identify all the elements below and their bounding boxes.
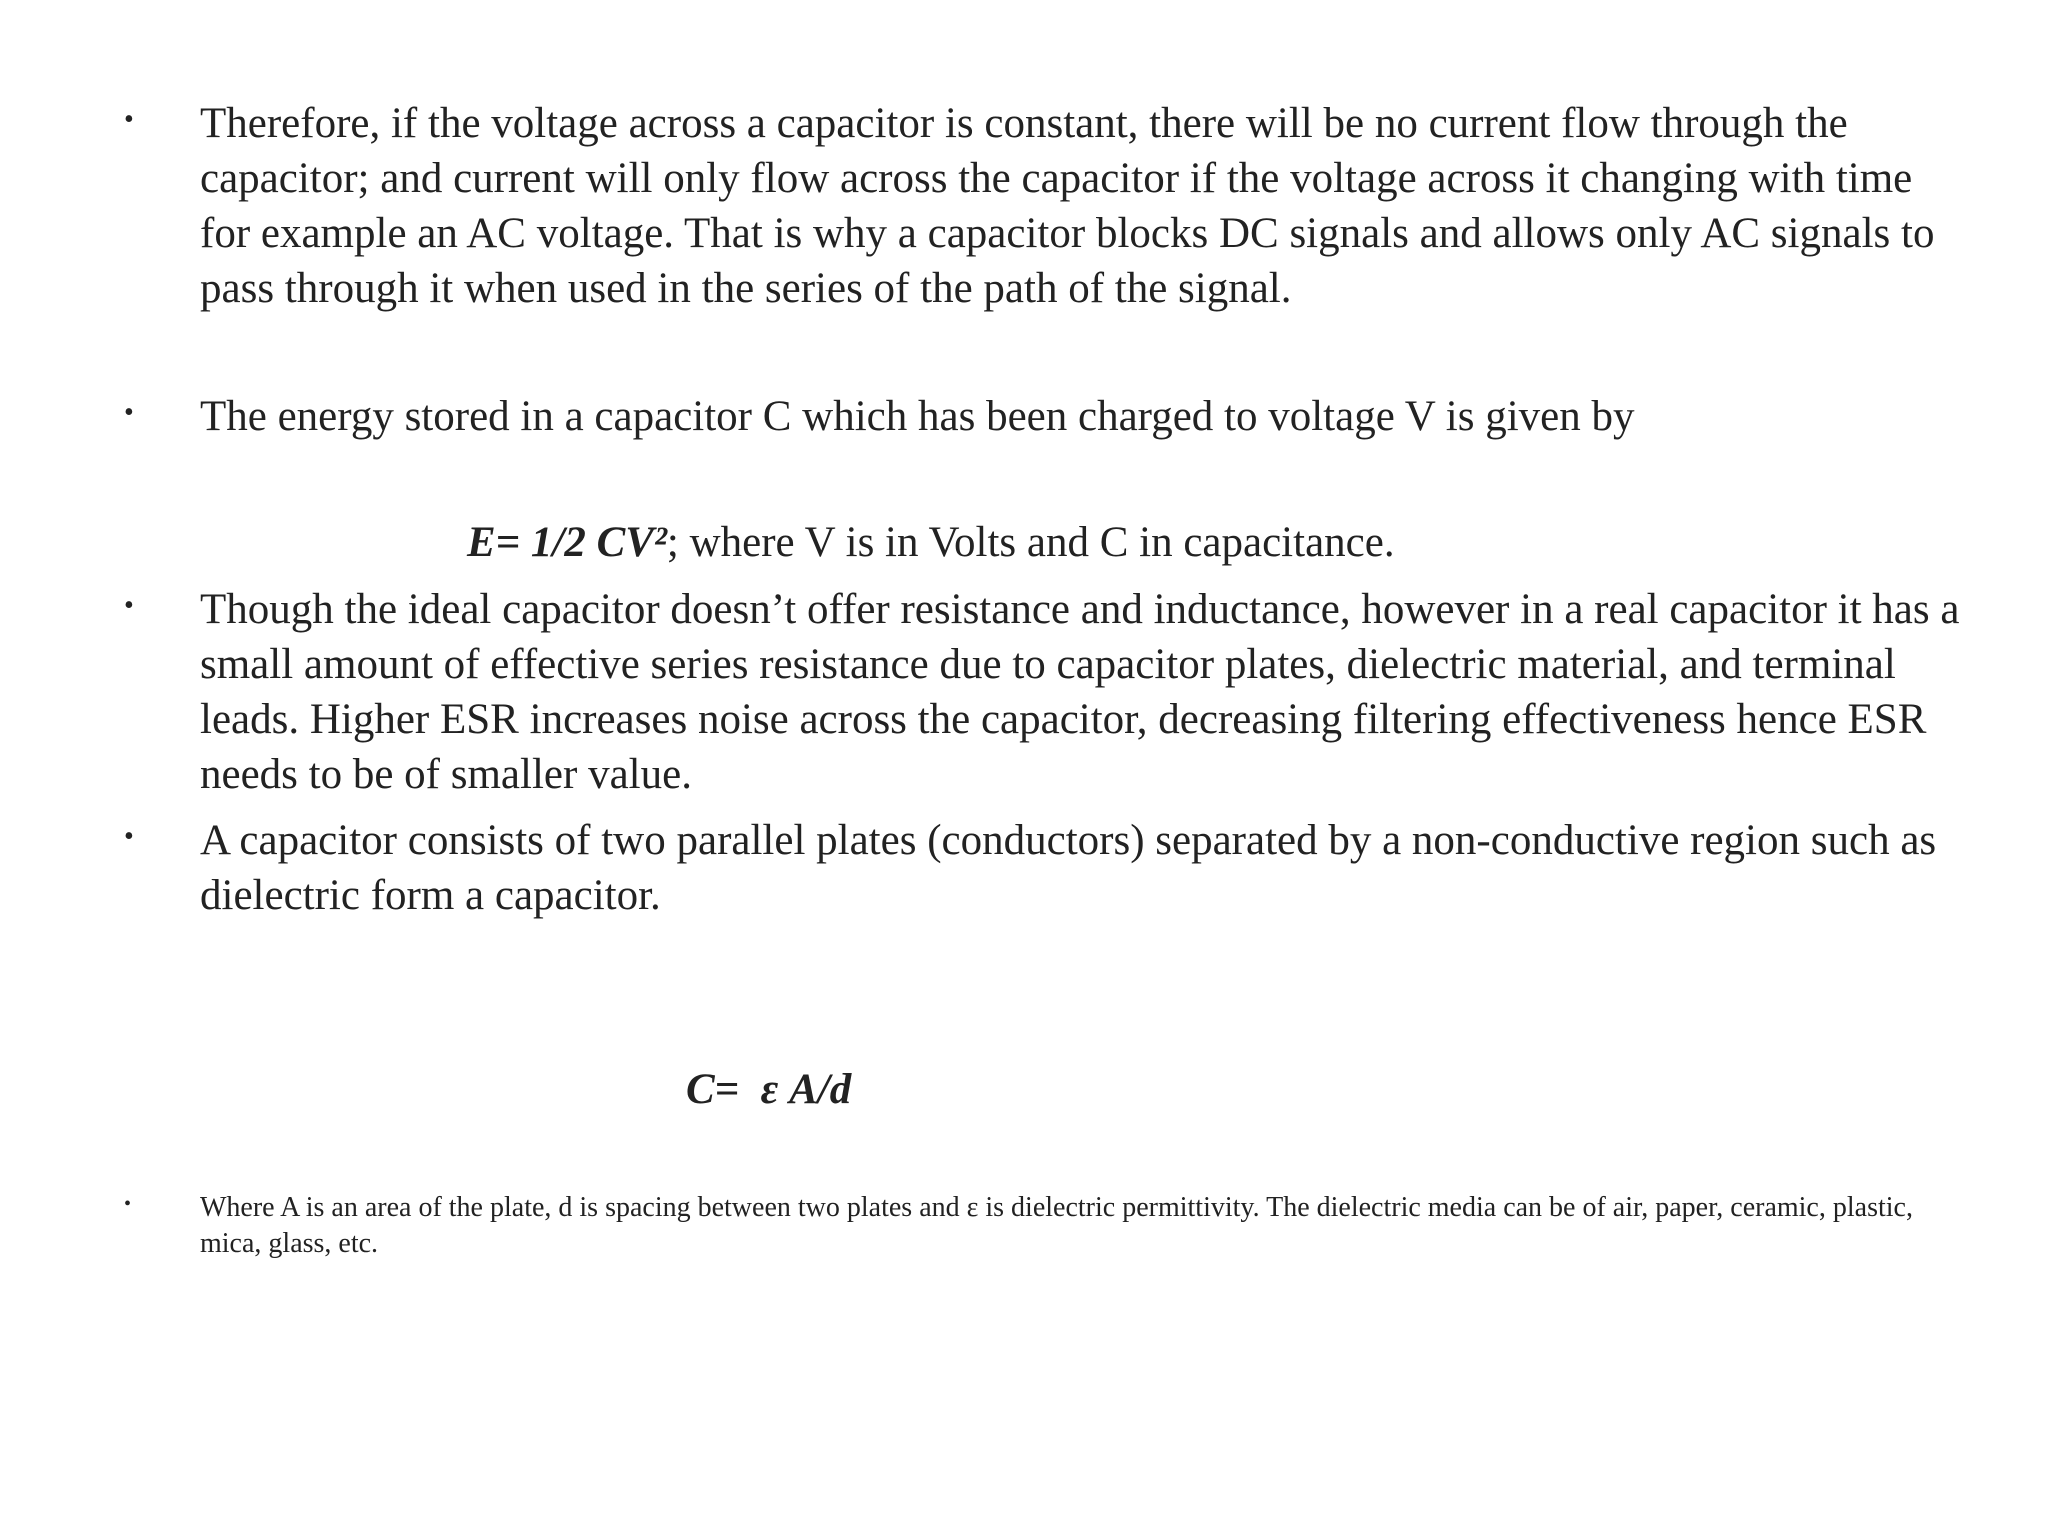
capacitance-formula <box>686 1062 851 1117</box>
energy-formula-math: E= 1/2 CV² <box>467 519 667 566</box>
bullet-text-plate-definitions: Where A is an area of the plate, d is spacing between two plates and ε is dielectric permittivity. The dielectric media can be of air, paper, ceramic, plastic, mica, glass, etc. <box>200 1192 1913 1259</box>
bullet-marker: • <box>124 590 134 621</box>
bullet-marker: • <box>124 104 134 135</box>
capacitance-formula-math: C= ε A/d <box>686 1066 852 1113</box>
energy-formula <box>467 515 1395 570</box>
bullet-text-energy-intro: The energy stored in a capacitor C which has been charged to voltage V is given by <box>200 393 1635 440</box>
bullet-text-voltage-current: Therefore, if the voltage across a capacitor is constant, there will be no current flow through the capacitor; and current will only flow across the capacitor if the voltage across it changing with time for example an AC voltage. That is why a capacitor blocks DC signals and allows only AC signals to pass through it when used in the series of the path of the signal. <box>200 100 1935 312</box>
bullet-marker: • <box>124 821 134 852</box>
energy-formula-description: ; where V is in Volts and C in capacitance. <box>666 519 1395 566</box>
bullet-marker: • <box>124 397 134 428</box>
bullet-text-esr: Though the ideal capacitor doesn’t offer resistance and inductance, however in a real capacitor it has a small amount of effective series resistance due to capacitor plates, dielectric material, and terminal leads. Higher ESR increases noise across the capacitor, decreasing filtering effectiveness hence ESR needs to be of smaller value. <box>200 586 1960 798</box>
bullet-text-parallel-plates: A capacitor consists of two parallel plates (conductors) separated by a non-conductive region such as dielectric form a capacitor. <box>200 817 1937 919</box>
bullet-marker: • <box>124 1193 132 1215</box>
